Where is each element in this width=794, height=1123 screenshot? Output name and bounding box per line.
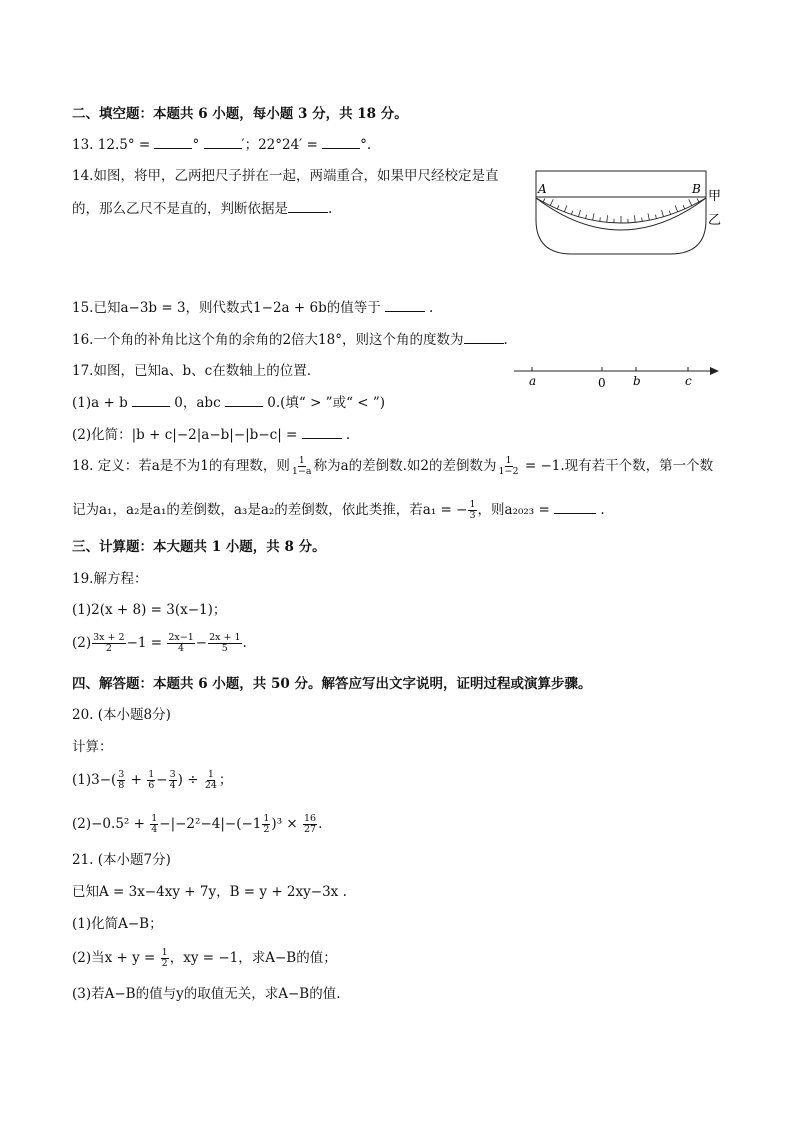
q20-intro: 计算： (72, 739, 113, 755)
q19-p2-period: . (242, 635, 247, 651)
q18-line-2 (72, 500, 605, 521)
ruler-tick (648, 213, 649, 220)
q18-f2-num: 1 (505, 455, 512, 466)
ruler-yi (536, 198, 706, 254)
ruler-tick (543, 198, 545, 202)
q19-p2-text-c: − (195, 635, 208, 651)
q17-part-1 (72, 393, 385, 412)
q20-part-1 (72, 770, 232, 791)
q15-period: . (429, 300, 434, 316)
q16-blank[interactable] (464, 330, 504, 344)
q15-blank[interactable] (385, 298, 425, 312)
label-c: c (685, 374, 692, 388)
q18-f3-num: 1 (469, 499, 476, 510)
q19-f3-den: 5 (221, 643, 228, 654)
q19-f2-den: 4 (178, 643, 185, 654)
ruler-tick (557, 205, 559, 209)
label-A: A (538, 182, 547, 196)
q17-line-1: 17.如图，已知a、b、c在数轴上的位置. (72, 363, 312, 379)
q19-fraction-2 (167, 633, 194, 654)
ruler-yi-ticks (543, 198, 699, 223)
q21-p2-text-b: ，xy = −1，求A−B的值； (169, 950, 337, 966)
ruler-tick (579, 210, 581, 217)
q21-part-3: (3)若A−B的值与y的取值无关，求A−B的值. (72, 986, 341, 1002)
q20-p1-text-d: ) ÷ (177, 772, 203, 788)
q18-text-e: ，则a₂₀₂₃ = (477, 502, 555, 518)
q20-p1-text-a: (1)3−( (72, 772, 117, 788)
q18-blank[interactable] (554, 500, 596, 514)
q14-line-2-text: 的，那么乙尺不是直的，判断依据是 (72, 201, 288, 217)
q20-p2-period: . (318, 816, 323, 832)
label-jia: 甲 (708, 189, 722, 204)
q13-text-a: 13. 12.5° = (72, 137, 155, 153)
q20-fraction-4 (204, 770, 218, 791)
q17-p1-text-c: 0.(填“ > ”或“ < ”) (262, 395, 386, 411)
q13-blank-1[interactable] (154, 135, 192, 149)
q19-fraction-1 (92, 633, 125, 654)
question-13 (72, 135, 371, 154)
q18-f3-den: 3 (469, 510, 476, 521)
q20-f6-den: 2 (263, 824, 270, 835)
q19-title: 19.解方程： (72, 571, 148, 587)
section-2-header: 二、填空题：本题共 6 小题，每小题 3 分，共 18 分。 (72, 106, 408, 122)
ruler-tick (662, 210, 664, 217)
question-15 (72, 298, 433, 317)
q20-fraction-7 (303, 814, 317, 835)
q20-fraction-2 (147, 770, 155, 791)
q13-text-b: ° (192, 137, 200, 153)
q17-p1-text-a: (1)a + b (72, 395, 132, 411)
q14-period: . (328, 201, 333, 217)
q20-f2-num: 1 (148, 769, 155, 780)
ruler-tick (642, 217, 643, 221)
q18-f2-den: 1−2 (498, 466, 519, 477)
ruler-tick (669, 211, 670, 215)
q21-part-2 (72, 948, 337, 969)
ruler-tick (607, 215, 608, 222)
q17-blank-2[interactable] (225, 393, 263, 407)
q20-f2-den: 6 (148, 780, 155, 791)
q18-period: . (596, 502, 605, 518)
label-yi: 乙 (708, 213, 722, 228)
q17-p2-period: . (341, 427, 351, 443)
ruler-tick (634, 215, 635, 222)
q20-f5-num: 1 (151, 813, 158, 824)
q13-blank-2[interactable] (204, 135, 242, 149)
q19-fraction-3 (208, 633, 241, 654)
q20-fraction-1 (117, 770, 125, 791)
q18-text-b: 称为a的差倒数.如2的差倒数为 (313, 458, 497, 474)
q20-fraction-6 (262, 814, 270, 835)
q18-text-a: 18. 定义：若a是不为1的有理数，则 (72, 458, 290, 474)
q20-f1-den: 8 (118, 780, 125, 791)
q18-text-d: 记为a₁，a₂是a₁的差倒数，a₃是a₂的差倒数，依此类推，若a₁ = − (72, 502, 468, 518)
q19-f2-num: 2x−1 (168, 632, 194, 643)
ruler-tick (675, 205, 678, 212)
q14-line-1: 14.如图，将甲，乙两把尺子拼在一起，两端重合，如果甲尺经校定是直 (72, 168, 499, 184)
section-3-header: 三、计算题：本大题共 1 小题，共 8 分。 (72, 539, 326, 555)
q19-f1-den: 2 (105, 643, 112, 654)
q21-f1-num: 1 (161, 947, 168, 958)
number-line-arrow-icon (710, 367, 719, 375)
ruler-tick (593, 213, 594, 220)
q19-p2-text-b: −1 = (126, 635, 167, 651)
q20-f3-num: 3 (169, 769, 176, 780)
ruler-tick (655, 215, 656, 219)
q20-fraction-5 (150, 814, 158, 835)
ruler-tick (683, 205, 685, 209)
q20-p1-text-c: − (156, 772, 168, 788)
ruler-tick (586, 215, 587, 219)
q20-f4-num: 1 (207, 769, 214, 780)
q13-text-c: ′；22°24′ = (241, 137, 323, 153)
label-b: b (633, 374, 641, 388)
q18-line-1 (72, 456, 713, 477)
ruler-tick (689, 199, 692, 205)
q18-f1-den: 1−a (291, 466, 312, 477)
ruler-tick (600, 217, 601, 221)
label-B: B (692, 182, 701, 196)
q20-p1-text-e: ； (218, 772, 233, 788)
q15-text: 15.已知a−3b = 3，则代数式1−2a + 6b的值等于 (72, 300, 381, 316)
q21-title: 21. (本小题7分) (72, 852, 171, 868)
q17-p2-text: (2)化简：|b + c|−2|a−b|−|b−c| = (72, 427, 302, 443)
q13-blank-3[interactable] (322, 135, 360, 149)
q18-fraction-3 (468, 500, 476, 521)
q20-p2-text-a: (2)−0.5² + (72, 816, 150, 832)
q14-line-2 (72, 199, 332, 218)
ruler-tick (550, 199, 553, 205)
q20-f1-num: 3 (118, 769, 125, 780)
q13-text-d: °. (360, 137, 372, 153)
number-line (512, 360, 724, 392)
q19-part-2 (72, 633, 247, 654)
q18-f1-num: 1 (298, 455, 305, 466)
q20-f7-den: 27 (304, 824, 317, 835)
q21-fraction-1 (161, 948, 169, 969)
q21-p2-text-a: (2)当x + y = (72, 950, 160, 966)
ruler-tick (571, 211, 572, 215)
q19-p2-text-a: (2) (72, 635, 92, 651)
q18-text-c: = −1.现有若干个数，第一个数 (520, 458, 714, 474)
q20-title: 20. (本小题8分) (72, 707, 171, 723)
q18-fraction-1 (291, 456, 313, 477)
question-16 (72, 330, 508, 349)
q17-blank-3[interactable] (302, 425, 342, 439)
q18-fraction-2 (498, 456, 520, 477)
q17-part-2 (72, 425, 350, 444)
q20-p2-text-b: −|−2²−4|−(−1 (159, 816, 262, 832)
q19-part-1: (1)2(x + 8) = 3(x−1)； (72, 602, 227, 618)
q20-fraction-3 (169, 770, 177, 791)
q21-f1-den: 2 (161, 958, 168, 969)
q16-text: 16.一个角的补角比这个角的余角的2倍大18°，则这个角的度数为 (72, 332, 464, 348)
label-zero: 0 (598, 376, 606, 390)
q20-f5-den: 4 (151, 824, 158, 835)
q16-period: . (503, 332, 508, 348)
ruler-tick (697, 198, 699, 202)
ruler-tick (564, 205, 567, 212)
ruler-jia (536, 171, 706, 197)
q19-f1-num: 3x + 2 (93, 632, 125, 643)
section-4-header: 四、解答题：本题共 6 小题，共 50 分。解答应写出文字说明，证明过程或演算步骤。 (72, 676, 592, 692)
q20-f3-den: 4 (169, 780, 176, 791)
q20-part-2 (72, 814, 322, 835)
q19-f3-num: 2x + 1 (209, 632, 241, 643)
q20-f7-num: 16 (304, 813, 317, 824)
q20-f6-num: 1 (263, 813, 270, 824)
q20-p2-text-c: )³ × (271, 816, 302, 832)
label-a: a (529, 374, 537, 388)
q17-blank-1[interactable] (132, 393, 170, 407)
q20-f4-den: 24 (204, 780, 217, 791)
q20-p1-text-b: + (126, 772, 147, 788)
q17-p1-text-b: 0，abc (170, 395, 225, 411)
q14-blank[interactable] (288, 199, 328, 213)
ruler-figure (532, 168, 726, 260)
q21-given: 已知A = 3x−4xy + 7y，B = y + 2xy−3x . (72, 884, 347, 900)
q21-part-1: (1)化简A−B； (72, 916, 163, 932)
